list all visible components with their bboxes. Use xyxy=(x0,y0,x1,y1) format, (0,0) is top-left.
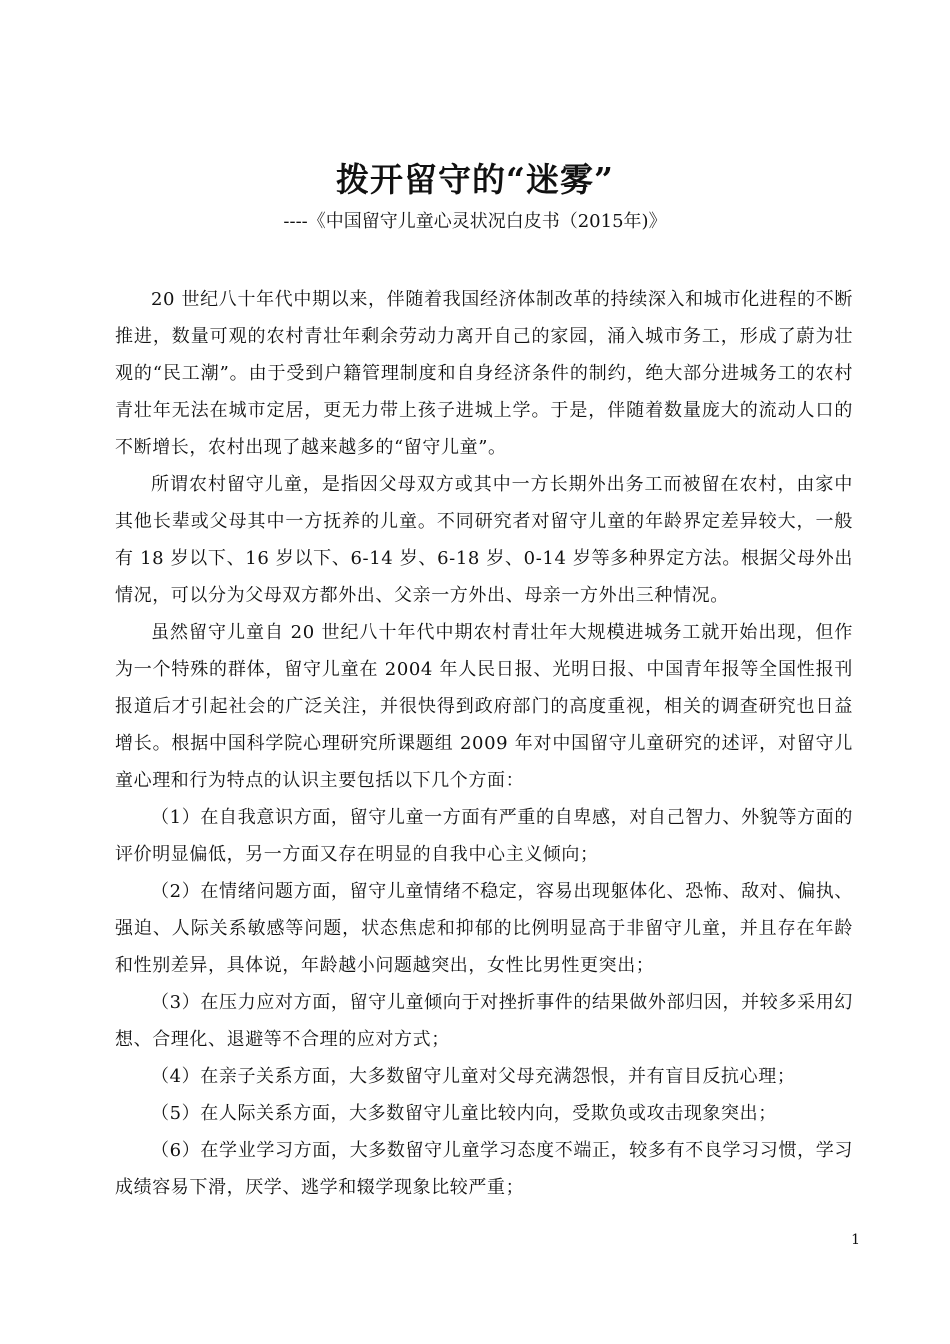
paragraph-item-3: （3）在压力应对方面，留守儿童倾向于对挫折事件的结果做外部归因，并较多采用幻想、合理化、退避等不合理的应对方式； xyxy=(115,992,853,1050)
document-title: 拨开留守的“迷雾” xyxy=(336,160,614,199)
paragraph-background: 虽然留守儿童自 20 世纪八十年代中期农村青壮年大规模进城务工就开始出现，但作为一个特殊的群体，留守儿童在 2004 年人民日报、光明日报、中国青年报等全国性报刊报道后才引起社会的广泛关注，并很快得到政府部门的高度重视，相关的调查研究也日益增长。根据中国科学院心理研究所课题组 2009 年对中国留守儿童研究的述评，对留守儿童心理和行为特点的认识主要包括以下几个方面： xyxy=(115,622,853,791)
paragraph-definition: 所谓农村留守儿童，是指因父母双方或其中一方长期外出务工而被留在农村，由家中其他长辈或父母其中一方抚养的儿童。不同研究者对留守儿童的年龄界定差异较大，一般有 18 岁以下、16 岁以下、6-14 岁、6-18 岁、0-14 岁等多种界定方法。根据父母外出情况，可以分为父母双方都外出、父亲一方外出、母亲一方外出三种情况。 xyxy=(115,474,853,606)
document-body xyxy=(115,281,853,1206)
paragraph-item-1: （1）在自我意识方面，留守儿童一方面有严重的自卑感，对自己智力、外貌等方面的评价明显偏低，另一方面又存在明显的自我中心主义倾向； xyxy=(115,807,853,865)
document-subtitle: ----《中国留守儿童心灵状况白皮书（2015年)》 xyxy=(283,211,667,232)
paragraph-item-6: （6）在学业学习方面，大多数留守儿童学习态度不端正，较多有不良学习习惯，学习成绩容易下滑，厌学、逃学和辍学现象比较严重； xyxy=(115,1140,853,1198)
paragraph-item-4: （4）在亲子关系方面，大多数留守儿童对父母充满怨恨，并有盲目反抗心理； xyxy=(151,1066,796,1087)
paragraph-item-5: （5）在人际关系方面，大多数留守儿童比较内向，受欺负或攻击现象突出； xyxy=(151,1103,777,1124)
paragraph-intro: 20 世纪八十年代中期以来，伴随着我国经济体制改革的持续深入和城市化进程的不断推进，数量可观的农村青壮年剩余劳动力离开自己的家园，涌入城市务工，形成了蔚为壮观的“民工潮”。由于受到户籍管理制度和自身经济条件的制约，绝大部分进城务工的农村青壮年无法在城市定居，更无力带上孩子进城上学。于是，伴随着数量庞大的流动人口的不断增长，农村出现了越来越多的“留守儿童”。 xyxy=(115,289,853,458)
paragraph-item-2: （2）在情绪问题方面，留守儿童情绪不稳定，容易出现躯体化、恐怖、敌对、偏执、强迫、人际关系敏感等问题，状态焦虑和抑郁的比例明显高于非留守儿童，并且存在年龄和性别差异，具体说，年龄越小问题越突出，女性比男性更突出； xyxy=(115,881,853,976)
page-number: 1 xyxy=(851,1232,860,1248)
